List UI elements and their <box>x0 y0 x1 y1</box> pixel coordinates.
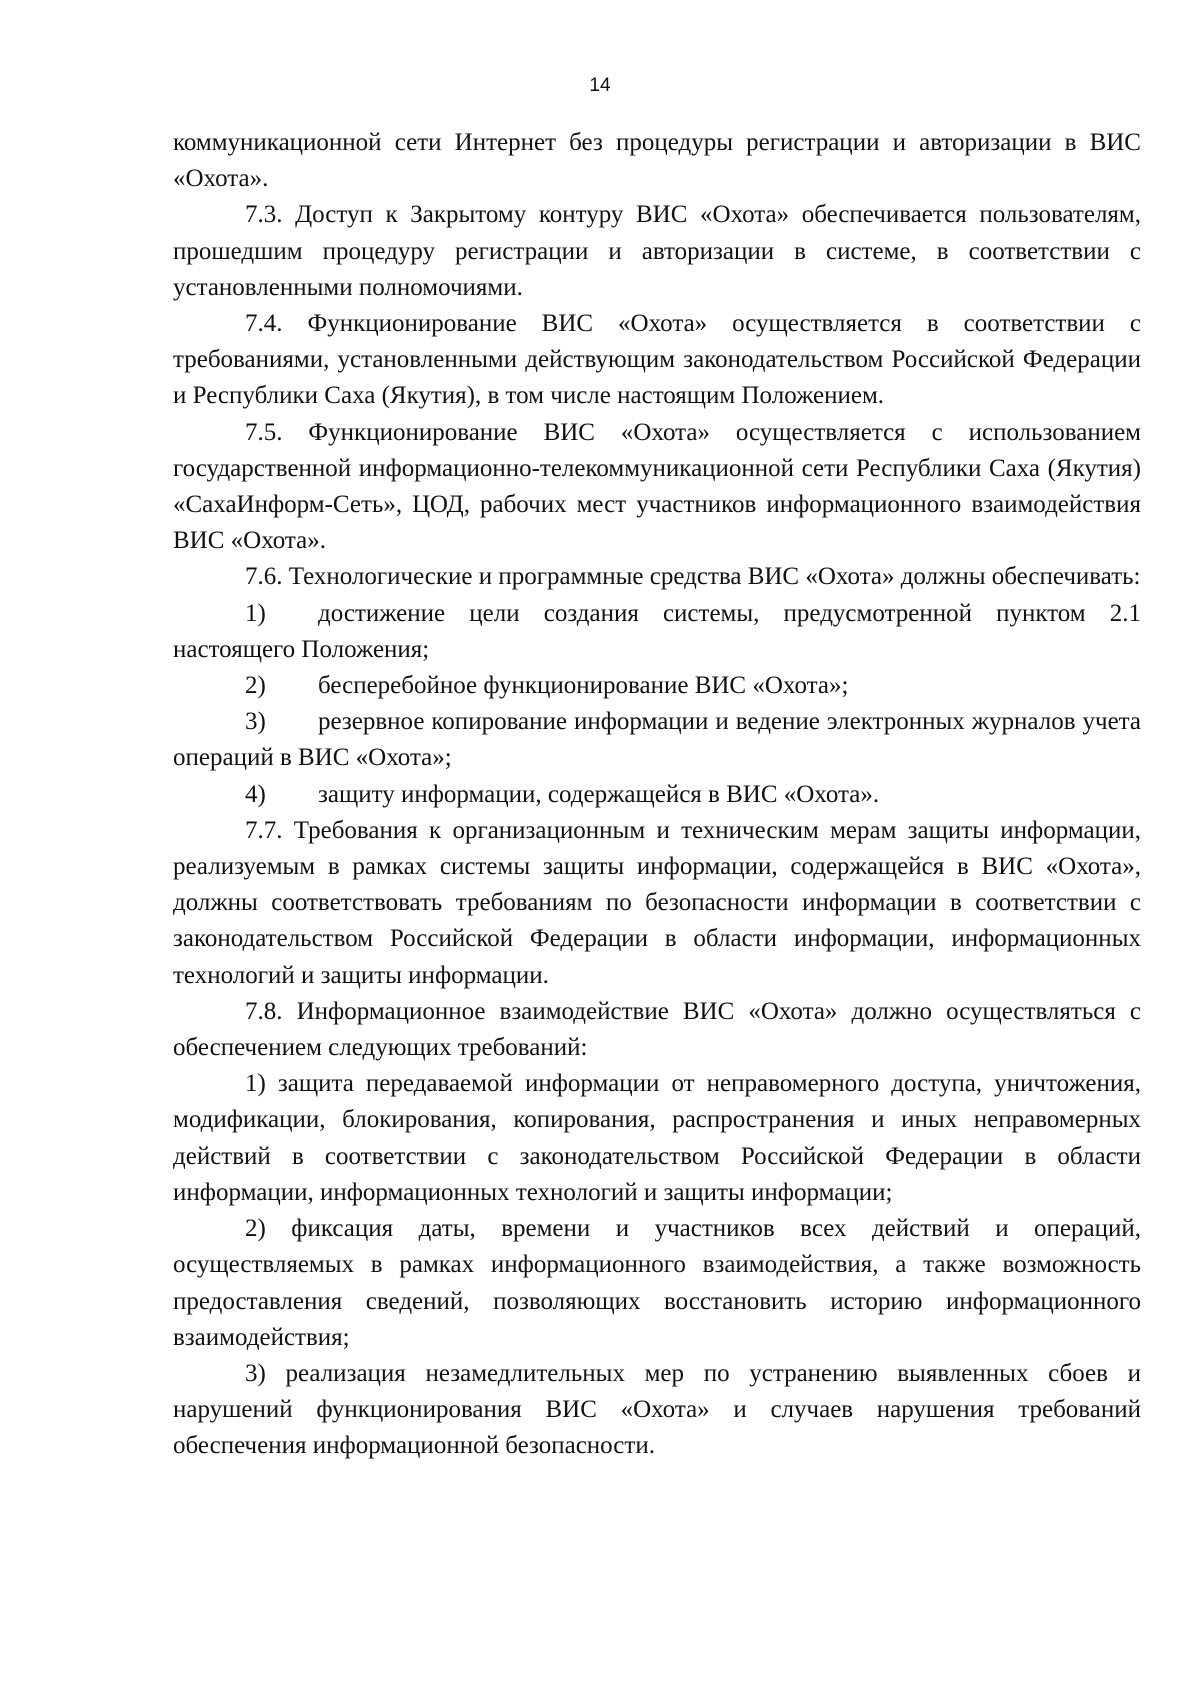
list-item-text: резервное копирование информации и ведение электронных журналов учета операций в ВИС «Охота»; <box>173 708 1141 772</box>
list-item-number: 1) <box>245 599 266 627</box>
list-item-7-6-1 <box>173 596 1141 668</box>
list-item-7-8-3: 3) реализация незамедлительных мер по устранению выявленных сбоев и нарушений функционирования ВИС «Охота» и случаев нарушения требований обеспечения информационной безопасности. <box>173 1359 1141 1460</box>
paragraph-7-3: 7.3. Доступ к Закрытому контуру ВИС «Охота» обеспечивается пользователям, прошедшим процедуру регистрации и авторизации в системе, в соответствии с установленными полномочиями. <box>173 201 1141 301</box>
list-item-7-6-3 <box>173 704 1141 776</box>
paragraph-7-8: 7.8. Информационное взаимодействие ВИС «Охота» должно осуществляться с обеспечением следующих требований: <box>173 997 1141 1062</box>
paragraph-7-6: 7.6. Технологические и программные средства ВИС «Охота» должны обеспечивать: <box>245 563 1141 591</box>
list-item-number: 2) <box>245 672 266 700</box>
list-item-7-8-1: 1) защита передаваемой информации от неправомерного доступа, уничтожения, модификации, блокирования, копирования, распространения и иных неправомерных действий в соответствии с законодательством Российской Федерации в области информации, информационных технологий и защиты информации; <box>173 1070 1141 1206</box>
list-item-7-6-2 <box>173 668 1141 704</box>
paragraph-7-4: 7.4. Функционирование ВИС «Охота» осуществляется в соответствии с требованиями, установленными действующим законодательством Российской Федерации и Республики Саха (Якутия), в том числе настоящим Положением. <box>173 310 1141 410</box>
list-item-7-8-2: 2) фиксация даты, времени и участников всех действий и операций, осуществляемых в рамках информационного взаимодействия, а также возможность предоставления сведений, позволяющих восстановить историю информационного взаимодействия; <box>173 1215 1141 1351</box>
page-number: 14 <box>589 75 611 96</box>
paragraph-7-7: 7.7. Требования к организационным и техническим мерам защиты информации, реализуемым в рамках системы защиты информации, содержащейся в ВИС «Охота», должны соответствовать требованиям по безопасности информации в соответствии с законодательством Российской Федерации в области информации, информационных технологий и защиты информации. <box>173 816 1141 989</box>
list-item-text: защиту информации, содержащейся в ВИС «Охота». <box>318 780 880 808</box>
list-item-number: 4) <box>245 780 266 808</box>
document-body <box>173 125 1141 1465</box>
list-item-text: достижение цели создания системы, предусмотренной пунктом 2.1 настоящего Положения; <box>173 599 1141 663</box>
paragraph-continuation: коммуникационной сети Интернет без процедуры регистрации и авторизации в ВИС «Охота». <box>173 129 1141 193</box>
list-item-7-6-4 <box>173 777 1141 813</box>
paragraph-7-5: 7.5. Функционирование ВИС «Охота» осуществляется с использованием государственной информационно-телекоммуникационной сети Республики Саха (Якутия) «СахаИнформ-Сеть», ЦОД, рабочих мест участников информационного взаимодействия ВИС «Охота». <box>173 418 1141 555</box>
list-item-text: бесперебойное функционирование ВИС «Охота»; <box>318 672 849 700</box>
list-item-number: 3) <box>245 708 266 736</box>
